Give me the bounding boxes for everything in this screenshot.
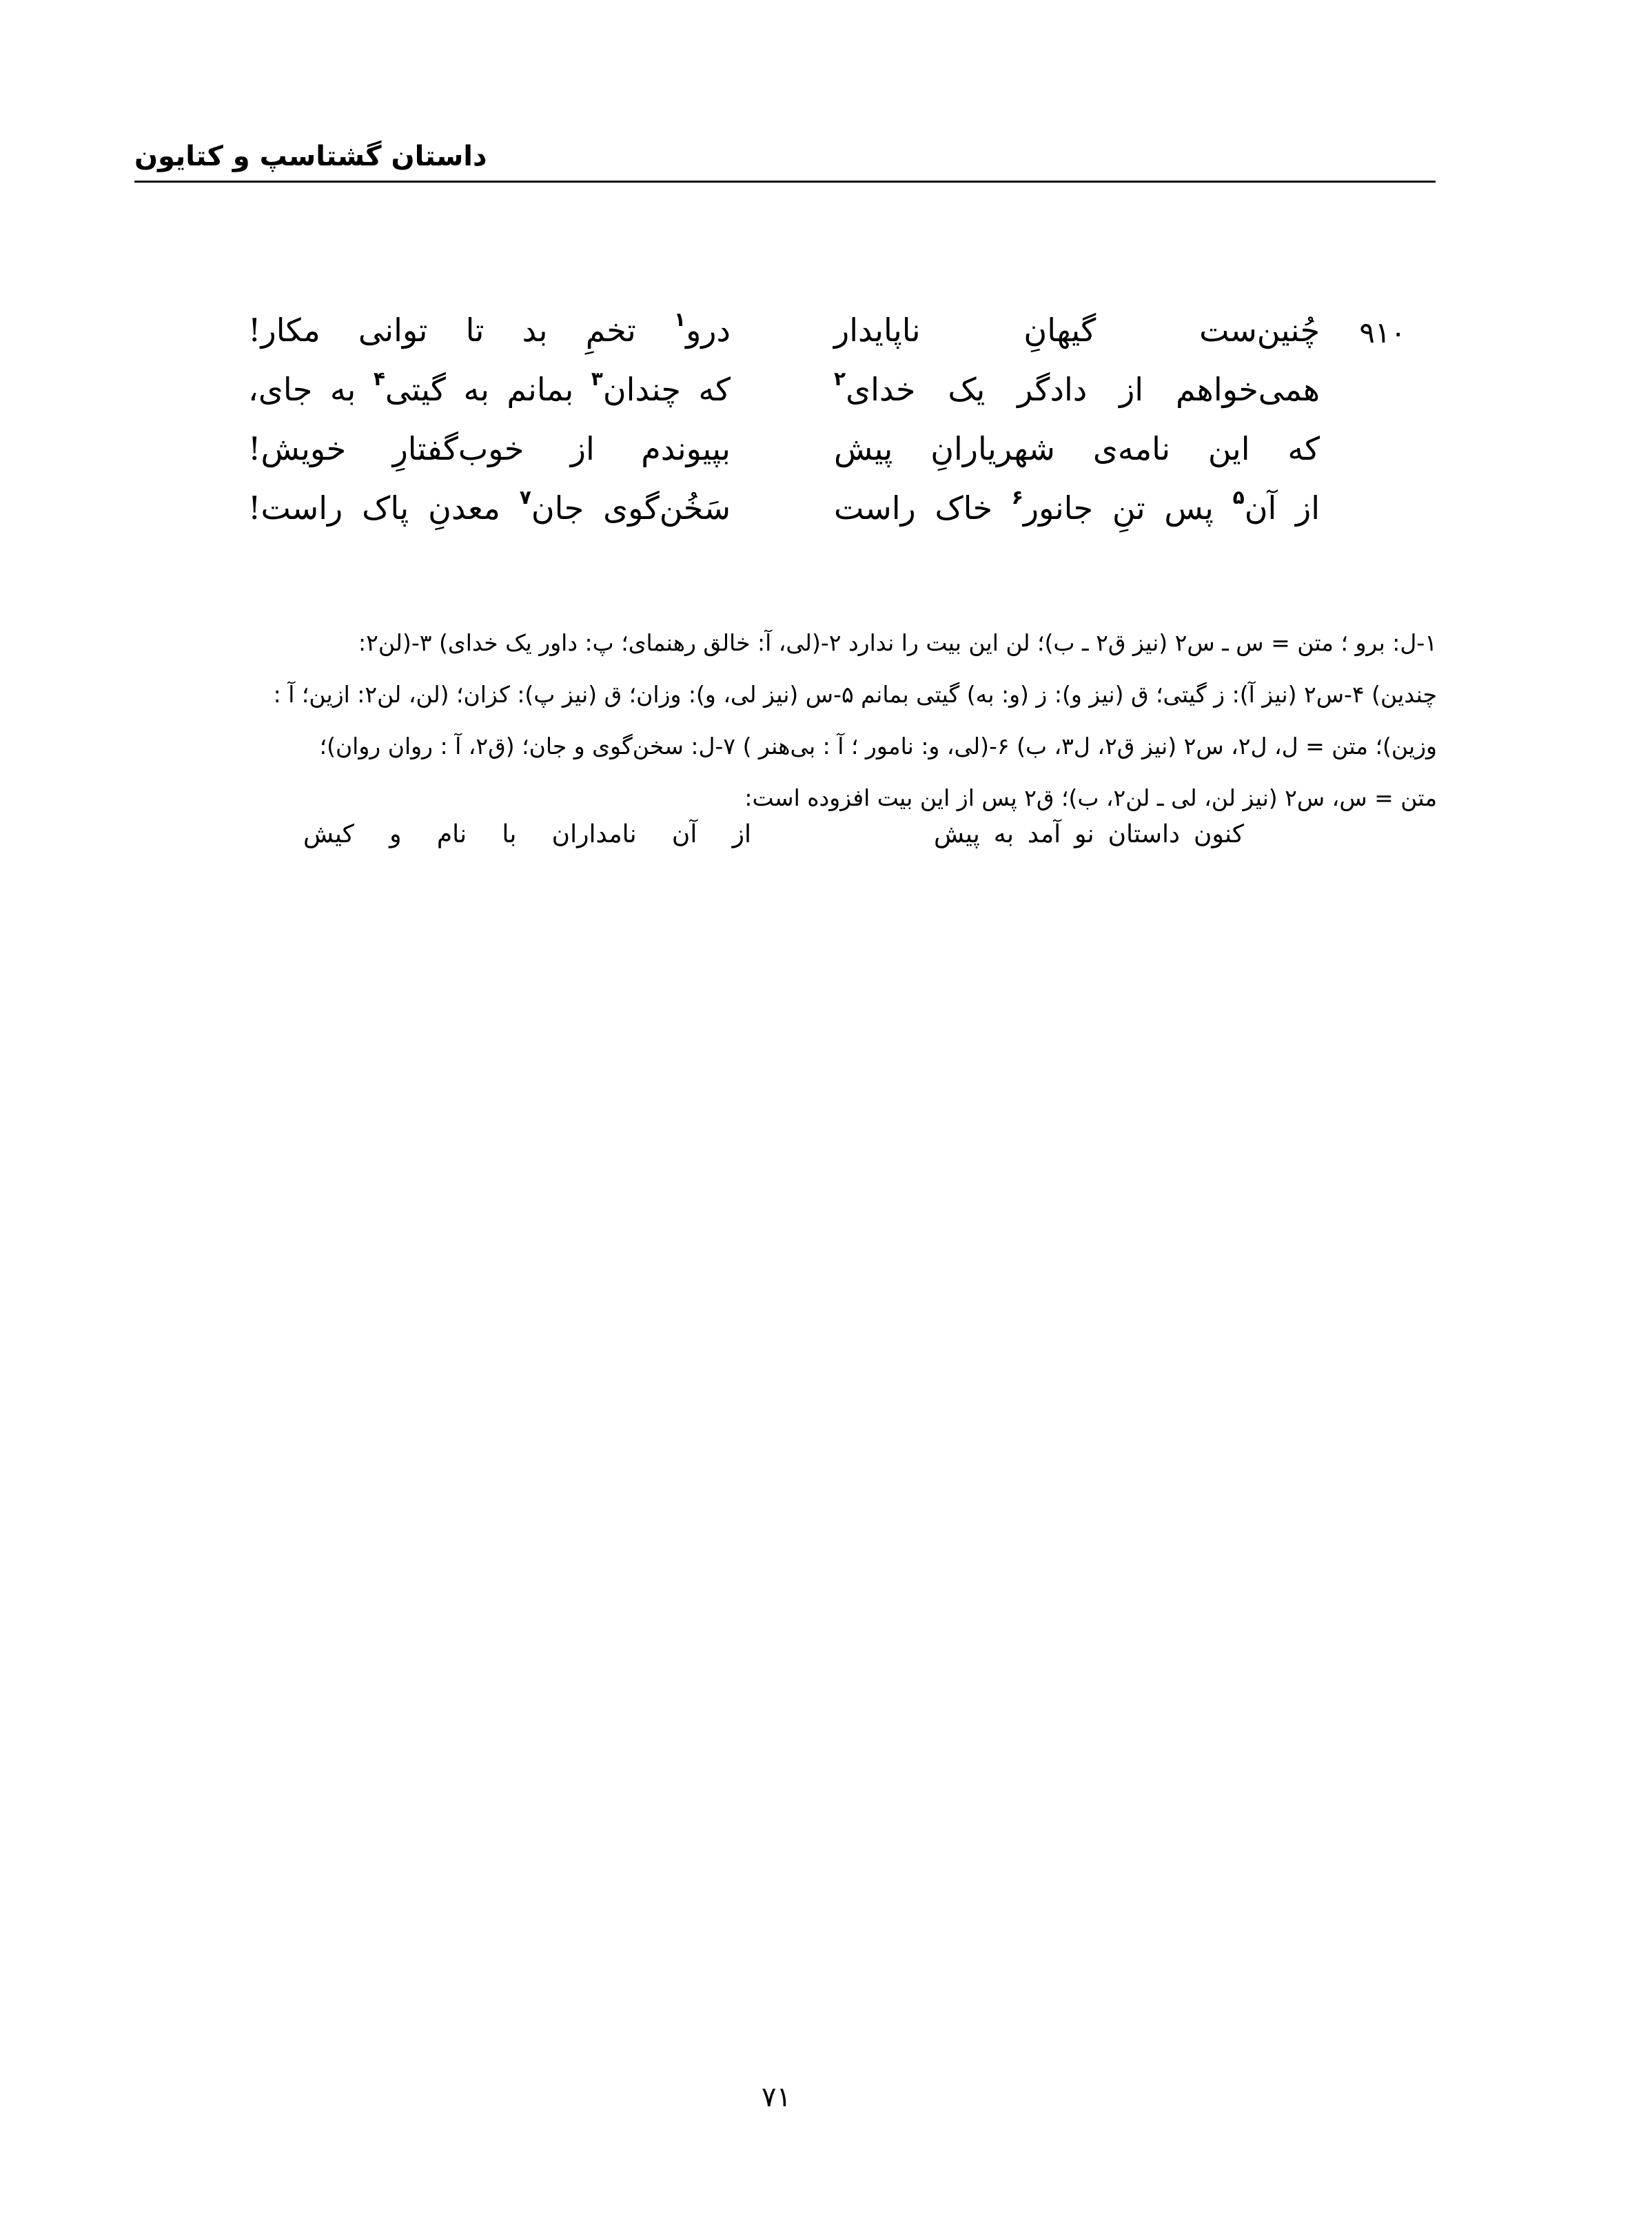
footnote-marker[interactable]: ۳ [591, 367, 603, 390]
running-title: داستان گشتاسپ و کتایون [134, 141, 487, 172]
header-rule [134, 181, 1436, 183]
footnote-marker[interactable]: ۶ [1011, 486, 1023, 509]
verse-block [234, 303, 1406, 540]
footnote-line: متن = س، س۲ (نیز لن، لی ـ لن۲، ب)؛ ق۲ پس از این بیت افزوده است: [744, 784, 1437, 811]
footnote-added-verse [303, 820, 1244, 868]
verse-row [234, 303, 1406, 363]
footnote-line: چندین) ۴-س۲ (نیز آ): ز گیتی؛ ق (نیز و): ز (و: به) گیتی بمانم ۵-س (نیز لی، و): وزان؛ ق (نیز پ): کزان؛ (لن، لن۲: ازین؛ آ : [273, 681, 1437, 708]
verse-row [234, 422, 1406, 481]
hemistich-text: معدنِ پاک راست! [248, 489, 520, 527]
footnote-marker[interactable]: ۷ [519, 486, 531, 509]
hemistich-second: بپیوندم از خوب‌گفتارِ خویش! [248, 430, 731, 467]
footnote-marker[interactable]: ۴ [373, 367, 385, 390]
page-header [134, 138, 1436, 183]
added-hemistich-second: از آن نامداران با نام و کیش [303, 820, 751, 848]
hemistich-text: سَخُن‌گوی جان [531, 489, 731, 527]
verse-row [234, 363, 1406, 422]
footnote-marker[interactable]: ۲ [834, 367, 846, 390]
hemistich-text: همی‌خواهم از دادگر یک خدای [846, 371, 1320, 408]
hemistich-second [248, 486, 731, 527]
page-number: ۷۱ [762, 2082, 791, 2113]
footnotes [134, 617, 1437, 824]
added-hemistich-first: کنون داستان نو آمد به پیش [934, 820, 1244, 848]
hemistich-first [834, 486, 1320, 527]
hemistich-first: چُنین‌ست گیهانِ ناپایدار [834, 312, 1320, 349]
verse-number: ۹۱۰ [1359, 316, 1406, 349]
hemistich-text: پس تنِ جانور [1023, 489, 1233, 527]
hemistich-text: درو [686, 312, 731, 349]
hemistich-text: که چندان [602, 371, 731, 408]
hemistich-text: بمانم به گیتی [385, 371, 591, 408]
footnote-line: وزین)؛ متن = ل، ل۲، س۲ (نیز ق۲، ل۳، ب) ۶-(لی، و: نامور ؛ آ : بی‌هنر ) ۷-ل: سخن‌گوی و جان؛ (ق۲، آ : روان روان)؛ [319, 733, 1437, 760]
footnote-marker[interactable]: ۵ [1232, 486, 1245, 509]
hemistich-text: تخمِ بد تا توانی مکار! [248, 312, 674, 349]
hemistich-first: که این نامه‌ی شهریارانِ پیش [834, 430, 1320, 467]
hemistich-first [834, 367, 1320, 408]
hemistich-text: به جای، [248, 371, 374, 408]
hemistich-second [248, 308, 731, 349]
hemistich-second [248, 367, 731, 408]
footnote-marker[interactable]: ۱ [673, 308, 686, 331]
hemistich-text: از آن [1244, 489, 1320, 527]
hemistich-text: خاک راست [834, 489, 1012, 527]
verse-row [234, 481, 1406, 540]
footnote-line: ۱-ل: برو ؛ متن = س ـ س۲ (نیز ق۲ ـ ب)؛ لن این بیت را ندارد ۲-(لی، آ: خالق رهنمای؛ پ: داور یک خدای) ۳-(لن۲: [358, 629, 1437, 656]
